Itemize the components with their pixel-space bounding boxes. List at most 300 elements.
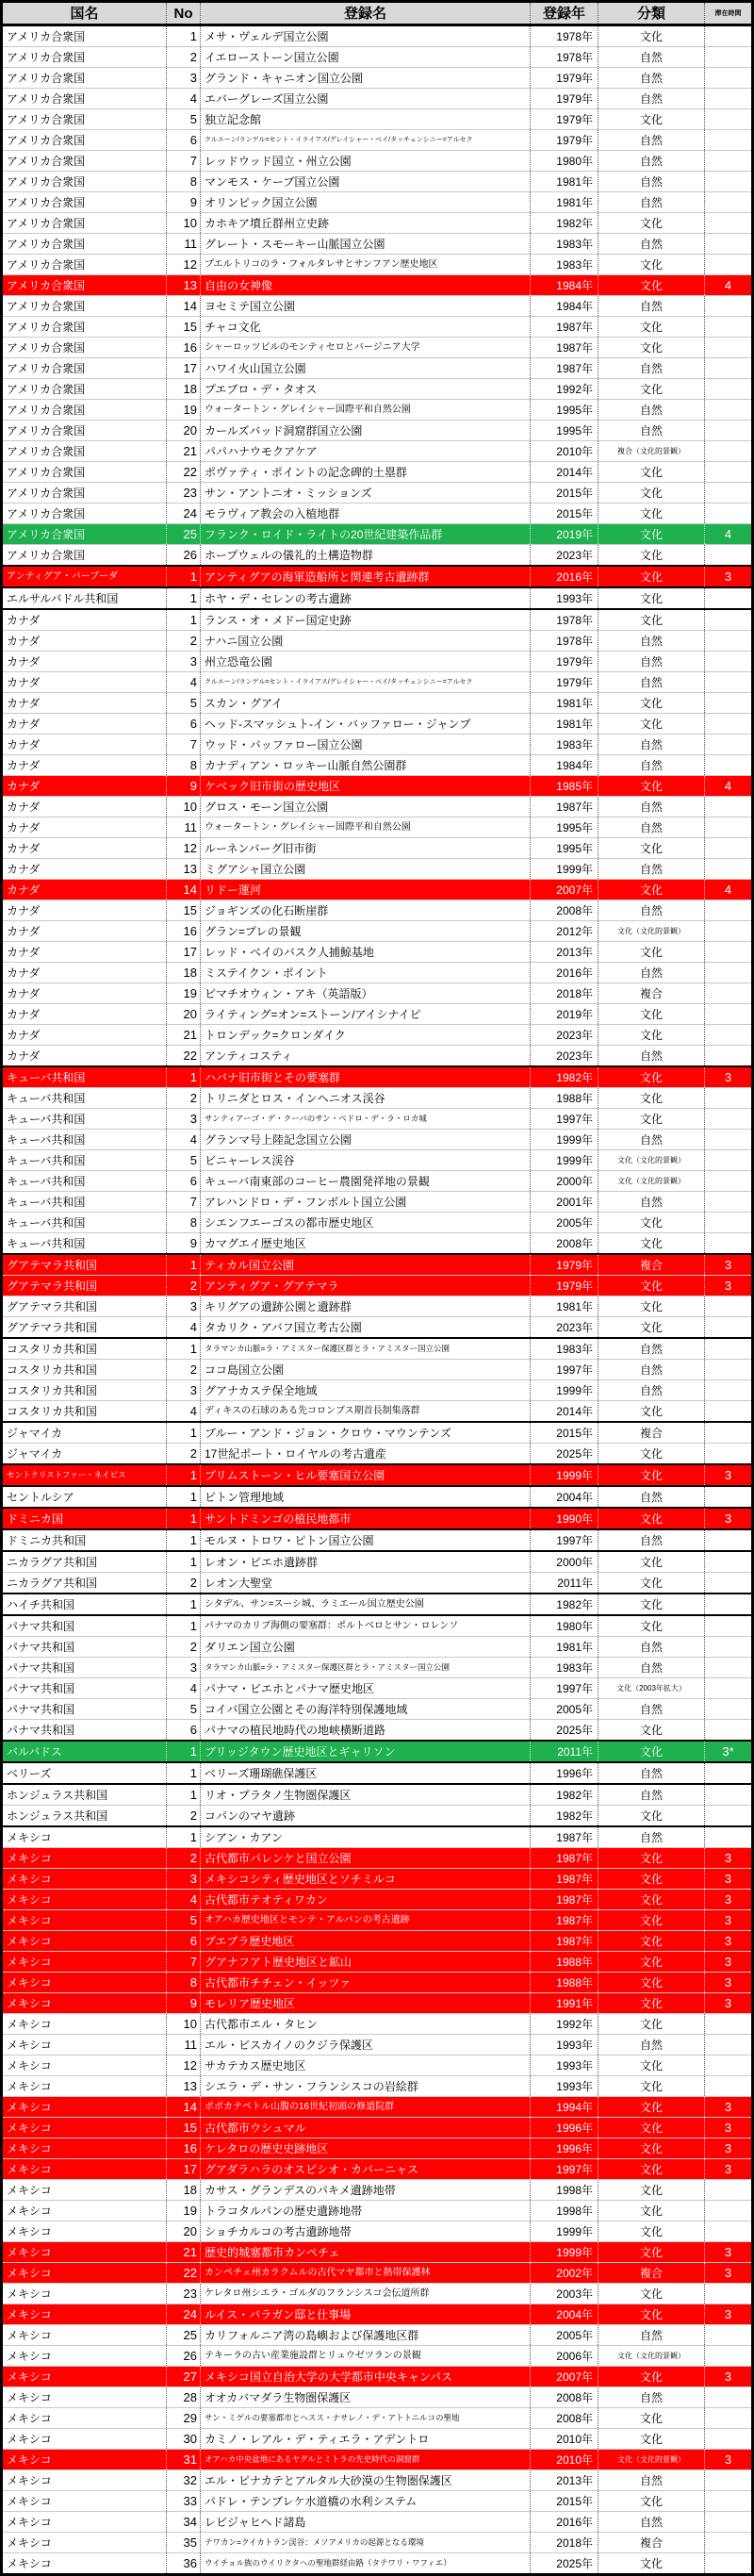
name-cell[interactable]: ポポカテペトル山腹の16世紀初頭の修道院群 bbox=[201, 2097, 531, 2117]
stay-time-cell[interactable]: 3 bbox=[724, 1934, 732, 1948]
no-cell[interactable]: 2 bbox=[167, 1637, 201, 1657]
year-cell[interactable]: 1978年 bbox=[531, 631, 598, 651]
class-cell[interactable]: 文化 bbox=[598, 1890, 705, 1909]
year-cell[interactable]: 1984年 bbox=[531, 755, 598, 775]
country-cell[interactable]: メキシコ bbox=[3, 2159, 167, 2179]
name-cell[interactable]: サントドミンゴの植民地都市 bbox=[201, 1509, 531, 1528]
stay-time-cell[interactable] bbox=[705, 610, 751, 630]
year-cell[interactable]: 1982年 bbox=[531, 1806, 598, 1825]
country-cell[interactable]: カナダ bbox=[3, 817, 167, 837]
year-cell[interactable]: 1984年 bbox=[531, 296, 598, 316]
year-cell[interactable]: 2007年 bbox=[531, 2367, 598, 2386]
no-cell[interactable]: 3 bbox=[167, 1109, 201, 1129]
class-cell[interactable]: 文化 bbox=[598, 317, 705, 337]
year-cell[interactable]: 1995年 bbox=[531, 400, 598, 420]
year-cell[interactable]: 2015年 bbox=[531, 2491, 598, 2511]
class-cell[interactable]: 自然 bbox=[598, 68, 705, 88]
country-cell[interactable]: メキシコ bbox=[3, 2450, 167, 2469]
no-cell[interactable]: 9 bbox=[167, 192, 201, 212]
country-cell[interactable]: キューバ共和国 bbox=[3, 1213, 167, 1232]
name-cell[interactable]: リオ・プラタノ生物圏保護区 bbox=[201, 1785, 531, 1805]
header-year[interactable]: 登録年 bbox=[531, 3, 598, 24]
year-cell[interactable]: 1999年 bbox=[531, 1380, 598, 1400]
year-cell[interactable]: 1998年 bbox=[531, 2201, 598, 2221]
name-cell[interactable]: グランマ号上陸記念国立公園 bbox=[201, 1130, 531, 1149]
name-cell[interactable]: ジョギンズの化石断崖群 bbox=[201, 900, 531, 920]
country-cell[interactable]: アメリカ合衆国 bbox=[3, 234, 167, 254]
class-cell[interactable]: 文化 bbox=[598, 880, 705, 900]
year-cell[interactable]: 2014年 bbox=[531, 462, 598, 482]
year-cell[interactable]: 2001年 bbox=[531, 1192, 598, 1212]
class-cell[interactable]: 自然 bbox=[598, 151, 705, 171]
year-cell[interactable]: 1994年 bbox=[531, 2097, 598, 2117]
country-cell[interactable]: カナダ bbox=[3, 652, 167, 671]
class-cell[interactable]: 文化（文化的景観） bbox=[598, 1171, 705, 1191]
name-cell[interactable]: トロンデック=クロンダイク bbox=[201, 1025, 531, 1045]
country-cell[interactable]: メキシコ bbox=[3, 2118, 167, 2138]
stay-time-cell[interactable] bbox=[705, 1339, 751, 1359]
year-cell[interactable]: 1999年 bbox=[531, 1130, 598, 1149]
class-cell[interactable]: 文化 bbox=[598, 1213, 705, 1232]
no-cell[interactable]: 13 bbox=[167, 275, 201, 295]
stay-time-cell[interactable] bbox=[705, 255, 751, 274]
header-class[interactable]: 分類 bbox=[598, 3, 705, 24]
name-cell[interactable]: レッドウッド国立・州立公園 bbox=[201, 151, 531, 171]
stay-time-cell[interactable]: 3 bbox=[724, 1996, 732, 2010]
class-cell[interactable]: 文化 bbox=[598, 2014, 705, 2034]
stay-time-cell[interactable] bbox=[705, 817, 751, 837]
stay-time-cell[interactable] bbox=[705, 1401, 751, 1421]
class-cell[interactable]: 自然 bbox=[598, 2035, 705, 2055]
year-cell[interactable]: 1996年 bbox=[531, 1763, 598, 1783]
stay-time-cell[interactable] bbox=[705, 2284, 751, 2304]
no-cell[interactable]: 33 bbox=[167, 2491, 201, 2511]
country-cell[interactable]: カナダ bbox=[3, 983, 167, 1003]
class-cell[interactable]: 文化 bbox=[598, 2138, 705, 2158]
year-cell[interactable]: 1978年 bbox=[531, 47, 598, 67]
country-cell[interactable]: カナダ bbox=[3, 963, 167, 983]
class-cell[interactable]: 文化 bbox=[598, 1742, 705, 1761]
country-cell[interactable]: カナダ bbox=[3, 1004, 167, 1024]
year-cell[interactable]: 2013年 bbox=[531, 942, 598, 962]
country-cell[interactable]: コスタリカ共和国 bbox=[3, 1380, 167, 1400]
country-cell[interactable]: カナダ bbox=[3, 1025, 167, 1045]
stay-time-cell[interactable] bbox=[705, 1699, 751, 1719]
name-cell[interactable]: 古代都市エル・タヒン bbox=[201, 2014, 531, 2034]
no-cell[interactable]: 1 bbox=[167, 1742, 201, 1761]
name-cell[interactable]: チャコ文化 bbox=[201, 317, 531, 337]
country-cell[interactable]: エルサルバドル共和国 bbox=[3, 588, 167, 608]
no-cell[interactable]: 18 bbox=[167, 963, 201, 983]
name-cell[interactable]: 州立恐竜公園 bbox=[201, 652, 531, 671]
class-cell[interactable]: 文化 bbox=[598, 1573, 705, 1593]
year-cell[interactable]: 1983年 bbox=[531, 1658, 598, 1677]
stay-time-cell[interactable] bbox=[705, 2408, 751, 2428]
year-cell[interactable]: 1987年 bbox=[531, 1848, 598, 1868]
name-cell[interactable]: サカテカス歴史地区 bbox=[201, 2056, 531, 2075]
class-cell[interactable]: 文化 bbox=[598, 1109, 705, 1129]
class-cell[interactable]: 自然 bbox=[598, 47, 705, 67]
stay-time-cell[interactable] bbox=[705, 714, 751, 734]
class-cell[interactable]: 文化 bbox=[598, 2553, 705, 2573]
class-cell[interactable]: 文化 bbox=[598, 1004, 705, 1024]
name-cell[interactable]: サンティアーゴ・デ・クーバのサン・ペドロ・デ・ラ・ロカ城 bbox=[201, 1109, 531, 1129]
no-cell[interactable]: 6 bbox=[167, 1171, 201, 1191]
no-cell[interactable]: 5 bbox=[167, 1150, 201, 1170]
stay-time-cell[interactable]: 3 bbox=[724, 1851, 732, 1865]
country-cell[interactable]: ジャマイカ bbox=[3, 1423, 167, 1443]
stay-time-cell[interactable] bbox=[705, 441, 751, 461]
no-cell[interactable]: 15 bbox=[167, 900, 201, 920]
country-cell[interactable]: メキシコ bbox=[3, 2304, 167, 2324]
year-cell[interactable]: 1978年 bbox=[531, 26, 598, 46]
country-cell[interactable]: パナマ共和国 bbox=[3, 1720, 167, 1740]
class-cell[interactable]: 自然 bbox=[598, 2387, 705, 2407]
class-cell[interactable]: 自然 bbox=[598, 859, 705, 879]
class-cell[interactable]: 文化 bbox=[598, 1848, 705, 1868]
country-cell[interactable]: カナダ bbox=[3, 776, 167, 796]
class-cell[interactable]: 文化 bbox=[598, 255, 705, 274]
no-cell[interactable]: 3 bbox=[167, 1380, 201, 1400]
no-cell[interactable]: 4 bbox=[167, 1890, 201, 1909]
name-cell[interactable]: シエラ・デ・サン・フランシスコの岩絵群 bbox=[201, 2076, 531, 2096]
year-cell[interactable]: 1979年 bbox=[531, 652, 598, 671]
no-cell[interactable]: 22 bbox=[167, 462, 201, 482]
name-cell[interactable]: トラコタルパンの歴史遺跡地帯 bbox=[201, 2201, 531, 2221]
class-cell[interactable]: 文化 bbox=[598, 483, 705, 503]
country-cell[interactable]: ニカラグア共和国 bbox=[3, 1573, 167, 1593]
country-cell[interactable]: グアテマラ共和国 bbox=[3, 1255, 167, 1275]
stay-time-cell[interactable] bbox=[705, 1827, 751, 1847]
year-cell[interactable]: 1988年 bbox=[531, 1973, 598, 1992]
stay-time-cell[interactable] bbox=[705, 1109, 751, 1129]
class-cell[interactable]: 自然 bbox=[598, 1637, 705, 1657]
class-cell[interactable]: 文化 bbox=[598, 379, 705, 399]
stay-time-cell[interactable] bbox=[705, 545, 751, 565]
no-cell[interactable]: 31 bbox=[167, 2450, 201, 2469]
class-cell[interactable]: 自然 bbox=[598, 1487, 705, 1507]
name-cell[interactable]: オリンピック国立公園 bbox=[201, 192, 531, 212]
stay-time-cell[interactable]: 3 bbox=[724, 1892, 732, 1907]
name-cell[interactable]: グラン=プレの景観 bbox=[201, 921, 531, 941]
no-cell[interactable]: 18 bbox=[167, 379, 201, 399]
country-cell[interactable]: メキシコ bbox=[3, 2553, 167, 2573]
class-cell[interactable]: 自然 bbox=[598, 963, 705, 983]
class-cell[interactable]: 文化 bbox=[598, 1552, 705, 1572]
year-cell[interactable]: 1997年 bbox=[531, 1678, 598, 1698]
no-cell[interactable]: 5 bbox=[167, 693, 201, 713]
class-cell[interactable]: 文化 bbox=[598, 942, 705, 962]
name-cell[interactable]: ミグアシャ国立公園 bbox=[201, 859, 531, 879]
year-cell[interactable]: 1996年 bbox=[531, 2138, 598, 2158]
no-cell[interactable]: 17 bbox=[167, 942, 201, 962]
class-cell[interactable]: 複合 bbox=[598, 2533, 705, 2552]
name-cell[interactable]: パドレ・テンブレケ水道橋の水利システム bbox=[201, 2491, 531, 2511]
country-cell[interactable]: アメリカ合衆国 bbox=[3, 213, 167, 233]
year-cell[interactable]: 2010年 bbox=[531, 2450, 598, 2469]
year-cell[interactable]: 2003年 bbox=[531, 2284, 598, 2304]
class-cell[interactable]: 文化 bbox=[598, 2367, 705, 2386]
name-cell[interactable]: 独立記念館 bbox=[201, 109, 531, 129]
stay-time-cell[interactable] bbox=[705, 2533, 751, 2552]
no-cell[interactable]: 14 bbox=[167, 296, 201, 316]
no-cell[interactable]: 11 bbox=[167, 234, 201, 254]
class-cell[interactable]: 文化 bbox=[598, 1067, 705, 1087]
country-cell[interactable]: メキシコ bbox=[3, 2097, 167, 2117]
name-cell[interactable]: ルーネンバーグ旧市街 bbox=[201, 838, 531, 858]
no-cell[interactable]: 24 bbox=[167, 2304, 201, 2324]
year-cell[interactable]: 1979年 bbox=[531, 1276, 598, 1296]
stay-time-cell[interactable] bbox=[705, 1360, 751, 1379]
no-cell[interactable]: 7 bbox=[167, 1952, 201, 1972]
class-cell[interactable]: 文化 bbox=[598, 1401, 705, 1421]
country-cell[interactable]: ドミニカ国 bbox=[3, 1509, 167, 1528]
no-cell[interactable]: 1 bbox=[167, 1465, 201, 1485]
country-cell[interactable]: カナダ bbox=[3, 859, 167, 879]
stay-time-cell[interactable]: 3 bbox=[724, 2245, 732, 2259]
country-cell[interactable]: パナマ共和国 bbox=[3, 1637, 167, 1657]
year-cell[interactable]: 1979年 bbox=[531, 68, 598, 88]
no-cell[interactable]: 1 bbox=[167, 1763, 201, 1783]
class-cell[interactable]: 文化 bbox=[598, 1806, 705, 1825]
name-cell[interactable]: ウォータートン・グレイシャー国際平和自然公園 bbox=[201, 817, 531, 837]
country-cell[interactable]: メキシコ bbox=[3, 2056, 167, 2075]
stay-time-cell[interactable] bbox=[705, 338, 751, 357]
stay-time-cell[interactable] bbox=[705, 859, 751, 879]
stay-time-cell[interactable] bbox=[705, 172, 751, 191]
stay-time-cell[interactable] bbox=[705, 2470, 751, 2490]
stay-time-cell[interactable] bbox=[705, 1763, 751, 1783]
class-cell[interactable]: 文化 bbox=[598, 275, 705, 295]
year-cell[interactable]: 1999年 bbox=[531, 2242, 598, 2262]
country-cell[interactable]: パナマ共和国 bbox=[3, 1699, 167, 1719]
stay-time-cell[interactable] bbox=[705, 1150, 751, 1170]
no-cell[interactable]: 11 bbox=[167, 817, 201, 837]
class-cell[interactable]: 自然 bbox=[598, 1785, 705, 1805]
no-cell[interactable]: 8 bbox=[167, 1973, 201, 1992]
stay-time-cell[interactable] bbox=[705, 1296, 751, 1316]
country-cell[interactable]: ジャマイカ bbox=[3, 1444, 167, 1463]
no-cell[interactable]: 16 bbox=[167, 2138, 201, 2158]
no-cell[interactable]: 2 bbox=[167, 47, 201, 67]
stay-time-cell[interactable] bbox=[705, 2014, 751, 2034]
stay-time-cell[interactable] bbox=[705, 379, 751, 399]
class-cell[interactable]: 自然 bbox=[598, 2470, 705, 2490]
name-cell[interactable]: シエンフエーゴスの都市歴史地区 bbox=[201, 1213, 531, 1232]
year-cell[interactable]: 2013年 bbox=[531, 2470, 598, 2490]
no-cell[interactable]: 23 bbox=[167, 483, 201, 503]
stay-time-cell[interactable] bbox=[705, 1678, 751, 1698]
stay-time-cell[interactable] bbox=[705, 983, 751, 1003]
stay-time-cell[interactable]: 4 bbox=[724, 883, 732, 897]
class-cell[interactable]: 文化 bbox=[598, 588, 705, 608]
country-cell[interactable]: メキシコ bbox=[3, 1848, 167, 1868]
class-cell[interactable]: 文化 bbox=[598, 2201, 705, 2221]
country-cell[interactable]: メキシコ bbox=[3, 1910, 167, 1930]
year-cell[interactable]: 1999年 bbox=[531, 1465, 598, 1485]
class-cell[interactable]: 文化 bbox=[598, 26, 705, 46]
stay-time-cell[interactable]: 3 bbox=[724, 570, 732, 584]
class-cell[interactable]: 文化 bbox=[598, 1444, 705, 1463]
name-cell[interactable]: ベリーズ珊瑚礁保護区 bbox=[201, 1763, 531, 1783]
year-cell[interactable]: 1983年 bbox=[531, 735, 598, 754]
name-cell[interactable]: ランス・オ・メドー国定史跡 bbox=[201, 610, 531, 630]
year-cell[interactable]: 1988年 bbox=[531, 1952, 598, 1972]
no-cell[interactable]: 28 bbox=[167, 2387, 201, 2407]
class-cell[interactable]: 自然 bbox=[598, 89, 705, 108]
no-cell[interactable]: 8 bbox=[167, 1213, 201, 1232]
stay-time-cell[interactable] bbox=[705, 1806, 751, 1825]
year-cell[interactable]: 2023年 bbox=[531, 1046, 598, 1065]
no-cell[interactable]: 21 bbox=[167, 1025, 201, 1045]
year-cell[interactable]: 1981年 bbox=[531, 693, 598, 713]
stay-time-cell[interactable]: 3 bbox=[724, 2100, 732, 2114]
country-cell[interactable]: キューバ共和国 bbox=[3, 1192, 167, 1212]
country-cell[interactable]: ドミニカ共和国 bbox=[3, 1530, 167, 1550]
stay-time-cell[interactable]: 4 bbox=[724, 278, 732, 292]
stay-time-cell[interactable] bbox=[705, 358, 751, 378]
no-cell[interactable]: 20 bbox=[167, 1004, 201, 1024]
year-cell[interactable]: 1987年 bbox=[531, 358, 598, 378]
no-cell[interactable]: 12 bbox=[167, 2056, 201, 2075]
name-cell[interactable]: レオン・ビエホ遺跡群 bbox=[201, 1552, 531, 1572]
no-cell[interactable]: 5 bbox=[167, 1699, 201, 1719]
name-cell[interactable]: リドー運河 bbox=[201, 880, 531, 900]
year-cell[interactable]: 2015年 bbox=[531, 483, 598, 503]
name-cell[interactable]: ケレタロの歴史史跡地区 bbox=[201, 2138, 531, 2158]
no-cell[interactable]: 3 bbox=[167, 1296, 201, 1316]
country-cell[interactable]: アメリカ合衆国 bbox=[3, 47, 167, 67]
year-cell[interactable]: 2019年 bbox=[531, 1004, 598, 1024]
year-cell[interactable]: 2008年 bbox=[531, 2408, 598, 2428]
country-cell[interactable]: アメリカ合衆国 bbox=[3, 172, 167, 191]
name-cell[interactable]: レッド・ベイのバスク人捕鯨基地 bbox=[201, 942, 531, 962]
country-cell[interactable]: カナダ bbox=[3, 942, 167, 962]
year-cell[interactable]: 1992年 bbox=[531, 379, 598, 399]
stay-time-cell[interactable] bbox=[705, 2346, 751, 2366]
name-cell[interactable]: ヨセミテ国立公園 bbox=[201, 296, 531, 316]
name-cell[interactable]: サン・ミゲルの要塞都市とヘスス・ナサレノ・デ・アトトニルコの聖地 bbox=[201, 2408, 531, 2428]
year-cell[interactable]: 1984年 bbox=[531, 275, 598, 295]
no-cell[interactable]: 25 bbox=[167, 2325, 201, 2345]
stay-time-cell[interactable] bbox=[705, 1785, 751, 1805]
stay-time-cell[interactable] bbox=[705, 1573, 751, 1593]
year-cell[interactable]: 2023年 bbox=[531, 1317, 598, 1337]
class-cell[interactable]: 文化 bbox=[598, 2429, 705, 2449]
name-cell[interactable]: 歴史的城塞都市カンペチェ bbox=[201, 2242, 531, 2262]
country-cell[interactable]: アメリカ合衆国 bbox=[3, 483, 167, 503]
year-cell[interactable]: 1993年 bbox=[531, 588, 598, 608]
name-cell[interactable]: パナマのカリブ海側の要塞群：ポルトベロとサン・ロレンソ bbox=[201, 1616, 531, 1636]
name-cell[interactable]: アレハンドロ・デ・フンボルト国立公園 bbox=[201, 1192, 531, 1212]
stay-time-cell[interactable]: 4 bbox=[724, 779, 732, 793]
class-cell[interactable]: 自然 bbox=[598, 1192, 705, 1212]
name-cell[interactable]: ウイチョル族のウイリクタへの聖地群経由路（タテワリ・ワフィエ） bbox=[201, 2553, 531, 2573]
class-cell[interactable]: 文化 bbox=[598, 109, 705, 129]
year-cell[interactable]: 2008年 bbox=[531, 2387, 598, 2407]
country-cell[interactable]: カナダ bbox=[3, 1046, 167, 1065]
name-cell[interactable]: シタデル、サン=スーシ城、ラミエール国立歴史公園 bbox=[201, 1594, 531, 1614]
class-cell[interactable]: 文化（文化的景観） bbox=[598, 921, 705, 941]
no-cell[interactable]: 22 bbox=[167, 2263, 201, 2283]
stay-time-cell[interactable] bbox=[705, 652, 751, 671]
stay-time-cell[interactable] bbox=[705, 2221, 751, 2241]
class-cell[interactable]: 文化（文化的景観） bbox=[598, 2450, 705, 2469]
year-cell[interactable]: 2002年 bbox=[531, 2263, 598, 2283]
class-cell[interactable]: 文化 bbox=[598, 2056, 705, 2075]
stay-time-cell[interactable]: 3* bbox=[722, 1744, 734, 1759]
stay-time-cell[interactable] bbox=[705, 421, 751, 440]
class-cell[interactable]: 文化 bbox=[598, 714, 705, 734]
no-cell[interactable]: 13 bbox=[167, 859, 201, 879]
year-cell[interactable]: 2018年 bbox=[531, 983, 598, 1003]
year-cell[interactable]: 1987年 bbox=[531, 1910, 598, 1930]
no-cell[interactable]: 2 bbox=[167, 1806, 201, 1825]
name-cell[interactable]: ルイス・バラガン邸と仕事場 bbox=[201, 2304, 531, 2324]
class-cell[interactable]: 自然 bbox=[598, 172, 705, 191]
no-cell[interactable]: 14 bbox=[167, 880, 201, 900]
name-cell[interactable]: カンペチェ州カラクムルの古代マヤ都市と熱帯保護林 bbox=[201, 2263, 531, 2283]
stay-time-cell[interactable] bbox=[705, 1171, 751, 1191]
year-cell[interactable]: 2016年 bbox=[531, 2512, 598, 2532]
country-cell[interactable]: アメリカ合衆国 bbox=[3, 400, 167, 420]
no-cell[interactable]: 4 bbox=[167, 89, 201, 108]
year-cell[interactable]: 2000年 bbox=[531, 1171, 598, 1191]
country-cell[interactable]: アメリカ合衆国 bbox=[3, 255, 167, 274]
name-cell[interactable]: パナマ・ビエホとパナマ歴史地区 bbox=[201, 1678, 531, 1698]
class-cell[interactable]: 文化 bbox=[598, 776, 705, 796]
stay-time-cell[interactable] bbox=[705, 1317, 751, 1337]
country-cell[interactable]: メキシコ bbox=[3, 1890, 167, 1909]
name-cell[interactable]: グロス・モーン国立公園 bbox=[201, 797, 531, 817]
no-cell[interactable]: 24 bbox=[167, 504, 201, 523]
name-cell[interactable]: グアナカステ保全地域 bbox=[201, 1380, 531, 1400]
stay-time-cell[interactable]: 3 bbox=[724, 1872, 732, 1886]
name-cell[interactable]: ミステイクン・ポイント bbox=[201, 963, 531, 983]
year-cell[interactable]: 2015年 bbox=[531, 504, 598, 523]
name-cell[interactable]: ハワイ火山国立公園 bbox=[201, 358, 531, 378]
no-cell[interactable]: 1 bbox=[167, 26, 201, 46]
name-cell[interactable]: ティカル国立公園 bbox=[201, 1255, 531, 1275]
no-cell[interactable]: 6 bbox=[167, 130, 201, 150]
class-cell[interactable]: 自然 bbox=[598, 1380, 705, 1400]
no-cell[interactable]: 16 bbox=[167, 921, 201, 941]
stay-time-cell[interactable] bbox=[705, 1637, 751, 1657]
country-cell[interactable]: メキシコ bbox=[3, 2180, 167, 2200]
name-cell[interactable]: トリニダとロス・インヘニオス渓谷 bbox=[201, 1088, 531, 1108]
country-cell[interactable]: メキシコ bbox=[3, 2014, 167, 2034]
no-cell[interactable]: 26 bbox=[167, 545, 201, 565]
country-cell[interactable]: アメリカ合衆国 bbox=[3, 524, 167, 544]
stay-time-cell[interactable] bbox=[705, 1004, 751, 1024]
class-cell[interactable]: 自然 bbox=[598, 817, 705, 837]
stay-time-cell[interactable] bbox=[705, 1213, 751, 1232]
stay-time-cell[interactable] bbox=[705, 317, 751, 337]
no-cell[interactable]: 29 bbox=[167, 2408, 201, 2428]
stay-time-cell[interactable]: 3 bbox=[724, 2121, 732, 2135]
no-cell[interactable]: 12 bbox=[167, 255, 201, 274]
stay-time-cell[interactable] bbox=[705, 2325, 751, 2345]
stay-time-cell[interactable] bbox=[705, 26, 751, 46]
no-cell[interactable]: 30 bbox=[167, 2429, 201, 2449]
stay-time-cell[interactable] bbox=[705, 68, 751, 88]
name-cell[interactable]: モラヴィア教会の入植地群 bbox=[201, 504, 531, 523]
no-cell[interactable]: 2 bbox=[167, 1444, 201, 1463]
country-cell[interactable]: メキシコ bbox=[3, 2076, 167, 2096]
year-cell[interactable]: 1983年 bbox=[531, 1339, 598, 1359]
no-cell[interactable]: 2 bbox=[167, 1276, 201, 1296]
name-cell[interactable]: シアン・カアン bbox=[201, 1827, 531, 1847]
